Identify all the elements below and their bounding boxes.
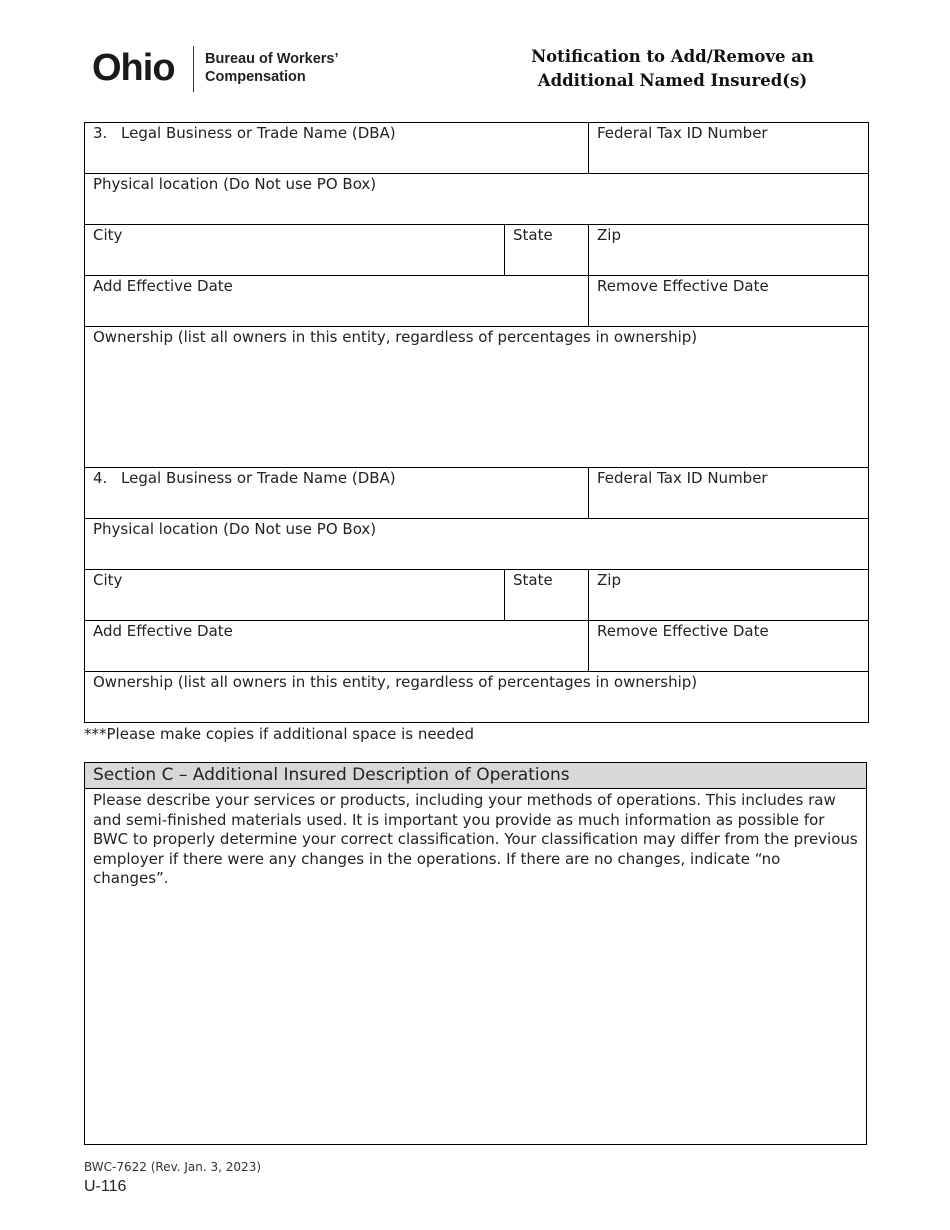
entry-4-state-field[interactable]	[504, 570, 588, 620]
section-c-instructions: Please describe your services or products, including your methods of operations. This includes raw and semi-finished materials used. It is important you provide as much information as possible for BWC to properly determine your correct classification. Your classification may differ from the previous employer if there were any changes in the operations. If there are no changes, indicate “no changes”.	[93, 791, 858, 888]
entry-3-state-field[interactable]	[504, 225, 588, 275]
entry-3-state-label: State	[513, 226, 553, 244]
entry-4-business-name-field[interactable]	[85, 468, 588, 518]
entry-3-address-row	[85, 224, 868, 275]
logo-ohio-wordmark: Ohio	[92, 47, 175, 89]
entry-4-tax-id-field[interactable]	[588, 468, 868, 518]
entry-4-add-date-field[interactable]	[85, 621, 588, 671]
form-revision-code: BWC-7622 (Rev. Jan. 3, 2023)	[84, 1160, 262, 1174]
insured-entries-table	[84, 122, 869, 723]
entry-3-ownership-row	[85, 326, 868, 467]
entry-3-zip-label: Zip	[597, 226, 621, 244]
entry-4-location-row	[85, 518, 868, 569]
section-c-heading: Section C – Additional Insured Description of Operations	[85, 763, 866, 789]
entry-4-dates-row	[85, 620, 868, 671]
entry-3-number: 3.	[93, 124, 108, 142]
entry-4-name-row	[85, 467, 868, 518]
entry-3-business-name-label: Legal Business or Trade Name (DBA)	[121, 124, 396, 142]
form-title-line-1: Notification to Add/Remove an	[531, 47, 814, 66]
entry-3-city-label: City	[93, 226, 123, 244]
entry-3-location-row	[85, 173, 868, 224]
entry-4-business-name-label: Legal Business or Trade Name (DBA)	[121, 469, 396, 487]
entry-4-zip-label: Zip	[597, 571, 621, 589]
entry-3-name-row	[85, 123, 868, 173]
entry-4-city-field[interactable]	[85, 570, 504, 620]
section-c-description-field[interactable]	[85, 789, 866, 889]
logo-agency-name	[205, 50, 375, 86]
entry-4-address-row	[85, 569, 868, 620]
entry-3-tax-id-label: Federal Tax ID Number	[597, 124, 768, 142]
form-id: U-116	[84, 1178, 127, 1195]
entry-3-dates-row	[85, 275, 868, 326]
entry-4-ownership-label: Ownership (list all owners in this entity, regardless of percentages in ownership)	[93, 673, 698, 691]
logo-divider	[193, 46, 194, 92]
entry-4-ownership-row	[85, 671, 868, 722]
copies-note: ***Please make copies if additional space is needed	[84, 725, 475, 743]
entry-4-remove-date-label: Remove Effective Date	[597, 622, 769, 640]
entry-3-add-date-field[interactable]	[85, 276, 588, 326]
agency-line-1: Bureau of Workers’	[205, 51, 339, 67]
entry-4-ownership-field[interactable]	[85, 672, 868, 722]
entry-4-number: 4.	[93, 469, 108, 487]
section-c	[84, 762, 867, 1145]
entry-4-location-field[interactable]	[85, 519, 868, 569]
entry-3-remove-date-label: Remove Effective Date	[597, 277, 769, 295]
entry-3-add-date-label: Add Effective Date	[93, 277, 233, 295]
form-title	[470, 45, 875, 93]
entry-3-tax-id-field[interactable]	[588, 123, 868, 173]
entry-3-city-field[interactable]	[85, 225, 504, 275]
entry-4-location-label: Physical location (Do Not use PO Box)	[93, 520, 377, 538]
entry-4-zip-field[interactable]	[588, 570, 868, 620]
entry-4-remove-date-field[interactable]	[588, 621, 868, 671]
entry-4-tax-id-label: Federal Tax ID Number	[597, 469, 768, 487]
entry-4-add-date-label: Add Effective Date	[93, 622, 233, 640]
entry-3-remove-date-field[interactable]	[588, 276, 868, 326]
entry-3-ownership-label: Ownership (list all owners in this entity, regardless of percentages in ownership)	[93, 328, 698, 346]
entry-3-location-label: Physical location (Do Not use PO Box)	[93, 175, 377, 193]
entry-3-business-name-field[interactable]	[85, 123, 588, 173]
entry-3-location-field[interactable]	[85, 174, 868, 224]
entry-4-city-label: City	[93, 571, 123, 589]
form-title-line-2: Additional Named Insured(s)	[537, 71, 808, 90]
entry-4-state-label: State	[513, 571, 553, 589]
entry-3-ownership-field[interactable]	[85, 327, 868, 467]
agency-line-2: Compensation	[205, 69, 306, 85]
entry-3-zip-field[interactable]	[588, 225, 868, 275]
